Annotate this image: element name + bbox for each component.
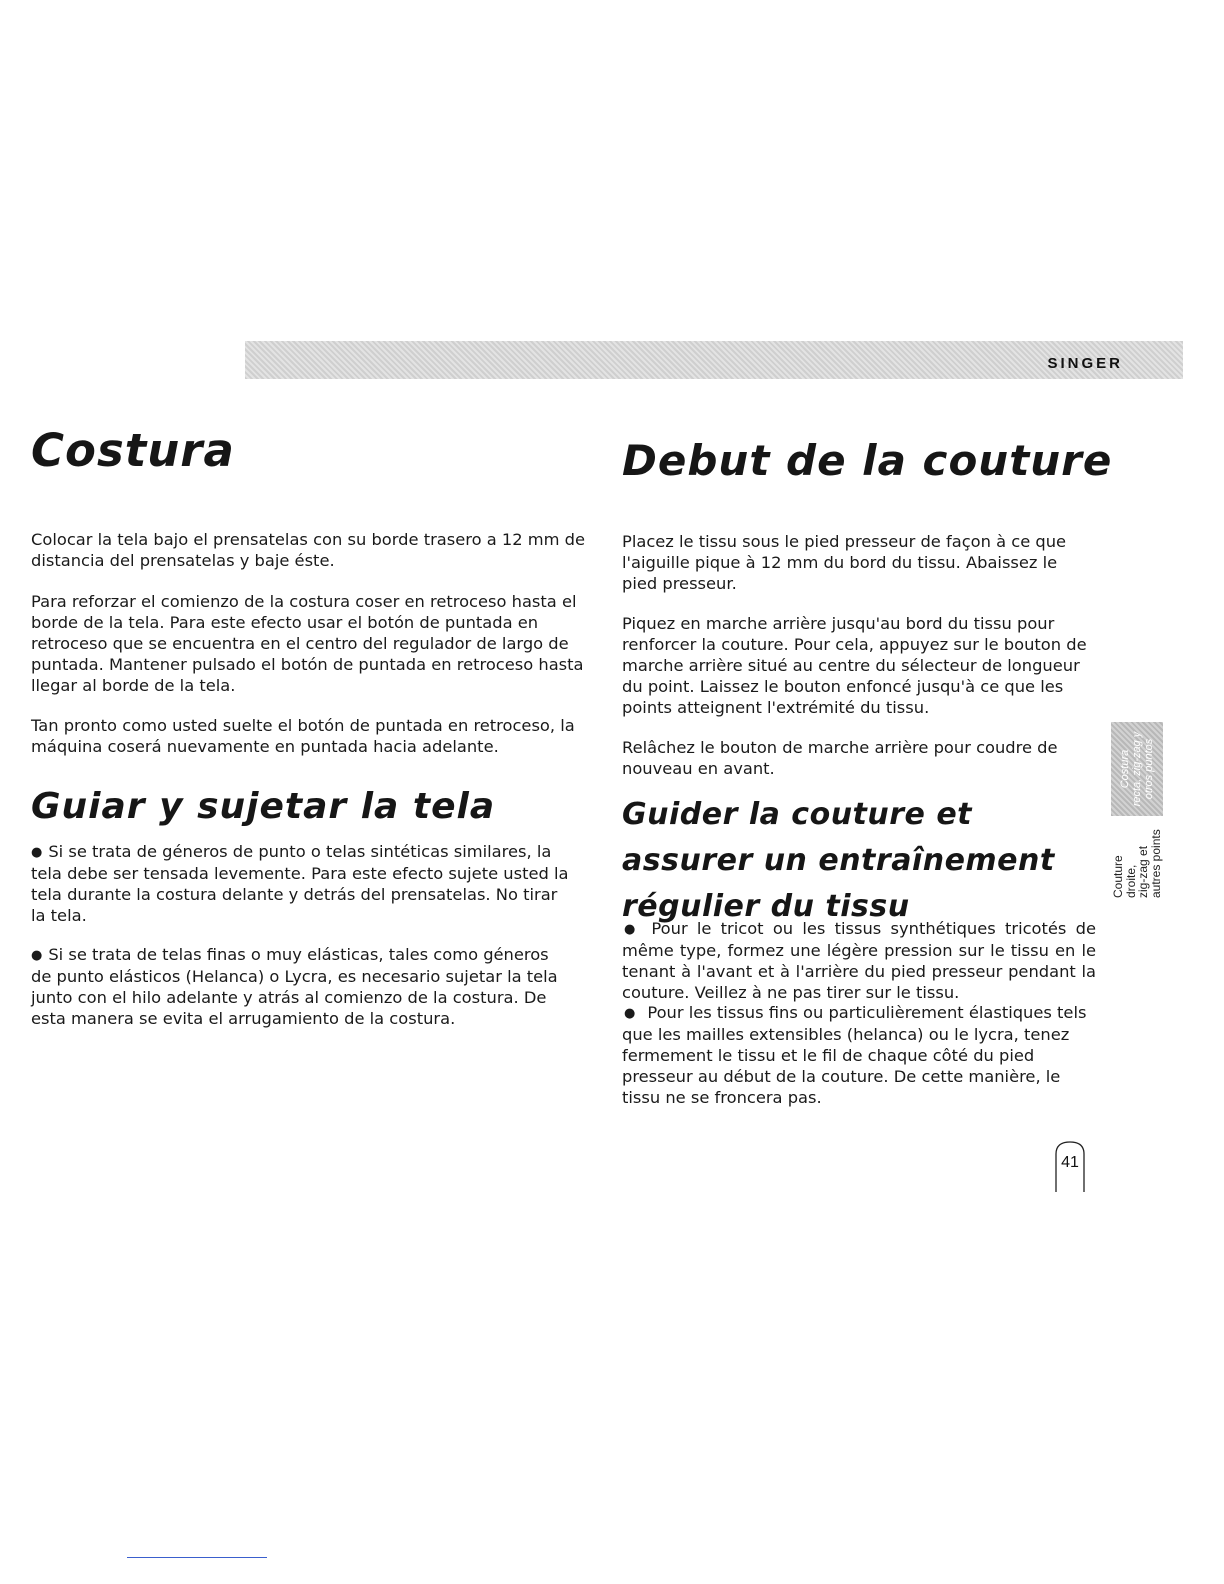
es-bullet-1 [31, 841, 571, 926]
page-number [1054, 1140, 1086, 1192]
bullet-icon: ● [31, 948, 43, 963]
side-tab-fr-line: droite, [1123, 864, 1138, 898]
es-paragraph-2: Para reforzar el comienzo de la costura coser en retroceso hasta el borde de la tela. Para este efecto usar el botón de puntada en retroceso que se encuentra en el centro del regulador de largo de puntada. Mantener pulsado el botón de puntada en retroceso hasta llegar al borde de la tela. [31, 592, 584, 695]
title-guider: Guider la couture et assurer un entraînement régulier du tissu [622, 797, 1055, 924]
bottom-rule [127, 1557, 267, 1558]
brand-logo-text: SINGER [1047, 355, 1123, 372]
side-tab-fr-line: zig-zag et [1136, 845, 1150, 898]
es-paragraph-3: Tan pronto como usted suelte el botón de puntada en retroceso, la máquina coserá nuevamente en puntada hacia adelante. [31, 716, 575, 756]
fr-bullet-2 [622, 1002, 1096, 1108]
es-bullet-2-text: Si se trata de telas finas o muy elásticas, tales como géneros de punto elásticos (Helanca) o Lycra, es necesario sujetar la tela junto con el hilo adelante y atrás al comienzo de la costura. De esta manera se evita el arrugamiento de la costura. [31, 945, 558, 1028]
title-guiar: Guiar y sujetar la tela [31, 786, 496, 827]
side-tab-fr [1111, 818, 1163, 898]
fr-bullet-1-text: Pour le tricot ou les tissus synthétiques tricotés de même type, formez une légère pression sur le tissu en le tenant à l'avant et à l'arrière du pied presseur pendant la couture. Veillez à ne pas tirer sur le tissu. [622, 919, 1096, 1002]
fr-paragraph-2: Piquez en marche arrière jusqu'au bord du tissu pour renforcer la couture. Pour cela, appuyez sur le bouton de marche arrière situé au centre du sélecteur de longueur du point. Laissez le bouton enfoncé jusqu'à ce que les points atteignent l'extrémité du tissu. [622, 614, 1087, 717]
side-tab-fr-text [1112, 818, 1162, 898]
fr-bullet-1 [622, 918, 1096, 1003]
side-tab-fr-line: autres points [1148, 829, 1163, 898]
side-tab-es-line: otros puntos [1143, 738, 1155, 800]
side-tab-fr-line: Couture [1111, 855, 1125, 898]
fr-paragraph-3: Relâchez le bouton de marche arrière pour coudre de nouveau en avant. [622, 738, 1058, 778]
side-tab-es-line: Costura [1119, 749, 1131, 789]
side-tab-es [1111, 722, 1163, 816]
title-debut: Debut de la couture [622, 436, 1113, 485]
es-bullet-1-text: Si se trata de géneros de punto o telas sintéticas similares, la tela debe ser tensada levemente. Para este efecto sujete usted la tela durante la costura delante y detrás del prensatelas. No tirar la tela. [31, 842, 569, 925]
side-tab-es-text [1119, 722, 1155, 816]
fr-paragraph-1: Placez le tissu sous le pied presseur de façon à ce que l'aiguille pique à 12 mm du bord du tissu. Abaissez le pied presseur. [622, 532, 1067, 593]
es-bullet-2 [31, 944, 571, 1029]
fr-bullet-2-text: Pour les tissus fins ou particulièrement élastiques tels que les mailles extensibles (helanca) ou le lycra, tenez fermement le tissu et le fil de chaque côté du pied presseur au début de la couture. De cette manière, le tissu ne se froncera pas. [622, 1003, 1087, 1107]
header-band [245, 341, 1183, 379]
side-tab-es-line: recta, zig-zag y [1131, 731, 1143, 807]
title-costura: Costura [31, 424, 235, 477]
bullet-icon: ● [624, 922, 640, 937]
page-number-text: 41 [1061, 1154, 1079, 1171]
bullet-icon: ● [31, 845, 43, 860]
es-paragraph-1: Colocar la tela bajo el prensatelas con su borde trasero a 12 mm de distancia del prensatelas y baje éste. [31, 530, 586, 570]
bullet-icon: ● [624, 1006, 636, 1021]
